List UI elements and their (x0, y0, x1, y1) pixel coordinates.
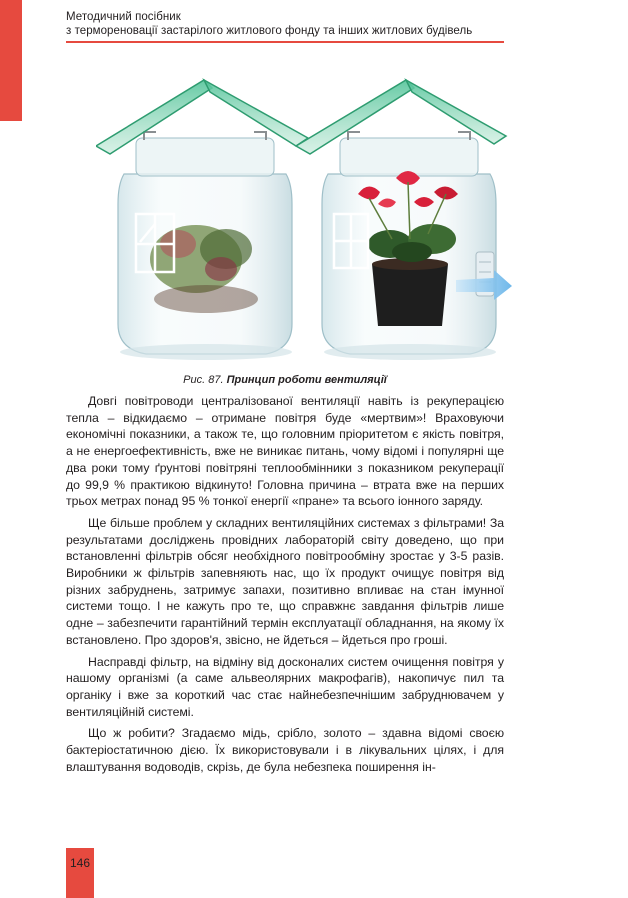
page-number: 146 (69, 856, 91, 870)
paragraph-1: Довгі повітроводи централізованої вентиляції навіть із рекуперацією тепла – відкидаємо – отримане повітря буде «мертвим»! Враховуючи економічні показники, а також те, що головним пріоритетом є якість повітря, а не енергоефективність, вже не виникає питань, чому відомі і популярні ще два роки тому ґрунтові повітряні теплообмінники з показником рекуперації до 99,9 % практикою відкинуто! Головна причина – втрата вже на перших трьох метрах понад 95 % тонкої енергії «пране» та всього іонного заряду. (66, 394, 504, 509)
corner-accent-bar (0, 0, 22, 121)
figure-caption (66, 373, 504, 387)
header-divider (66, 41, 504, 43)
paragraph-3: Насправді фільтр, на відміну від досконалих систем очищення повітря у нашому організмі (а саме альвеолярних макрофагів), накопичує пил та органіку і вже за короткий час стає найнебезпечнішим забруднювачем у вентиляційній системі. (66, 654, 504, 719)
header-subtitle: з термореновації застарілого житлового фонду та інших житлових будівель (66, 25, 473, 37)
page-number-box (66, 848, 94, 898)
header-title: Методичний посібник (66, 11, 181, 23)
running-header (66, 10, 506, 38)
body-text (66, 393, 504, 780)
caption-title: Принцип роботи вентиляції (226, 374, 387, 386)
paragraph-4: Що ж робити? Згадаємо мідь, срібло, золото – здавна відомі своєю бактеріостатичною дією. Їх використовували і в лікувальних цілях, і для влаштування водоводів, скрізь, де була небезпека поширення ін- (66, 726, 504, 774)
caption-label: Рис. 87. (183, 374, 224, 386)
ventilation-figure (96, 74, 512, 370)
jar-with-roof-right (296, 80, 512, 360)
jar-with-roof-left (96, 80, 308, 360)
paragraph-2: Ще більше проблем у складних вентиляційних системах з фільтрами! За результатами досліджень провідних лабораторій світу доведено, що при встановленні фільтрів обсяг необхідного повітрообміну зростає у 3-5 разів. Виробники ж фільтрів запевняють нас, що їх продукт очищує повітря від різних забруднень, затримує запахи, позитивно впливає на стан імунної системи тощо. І не кажуть про те, що справжнє завдання фільтрів лише одне – забезпечити гарантійний термін експлуатації обладнання, на якому їх встановлено. Про здоров'я, звісно, не йдеться – йдеться про гроші. (66, 515, 504, 647)
